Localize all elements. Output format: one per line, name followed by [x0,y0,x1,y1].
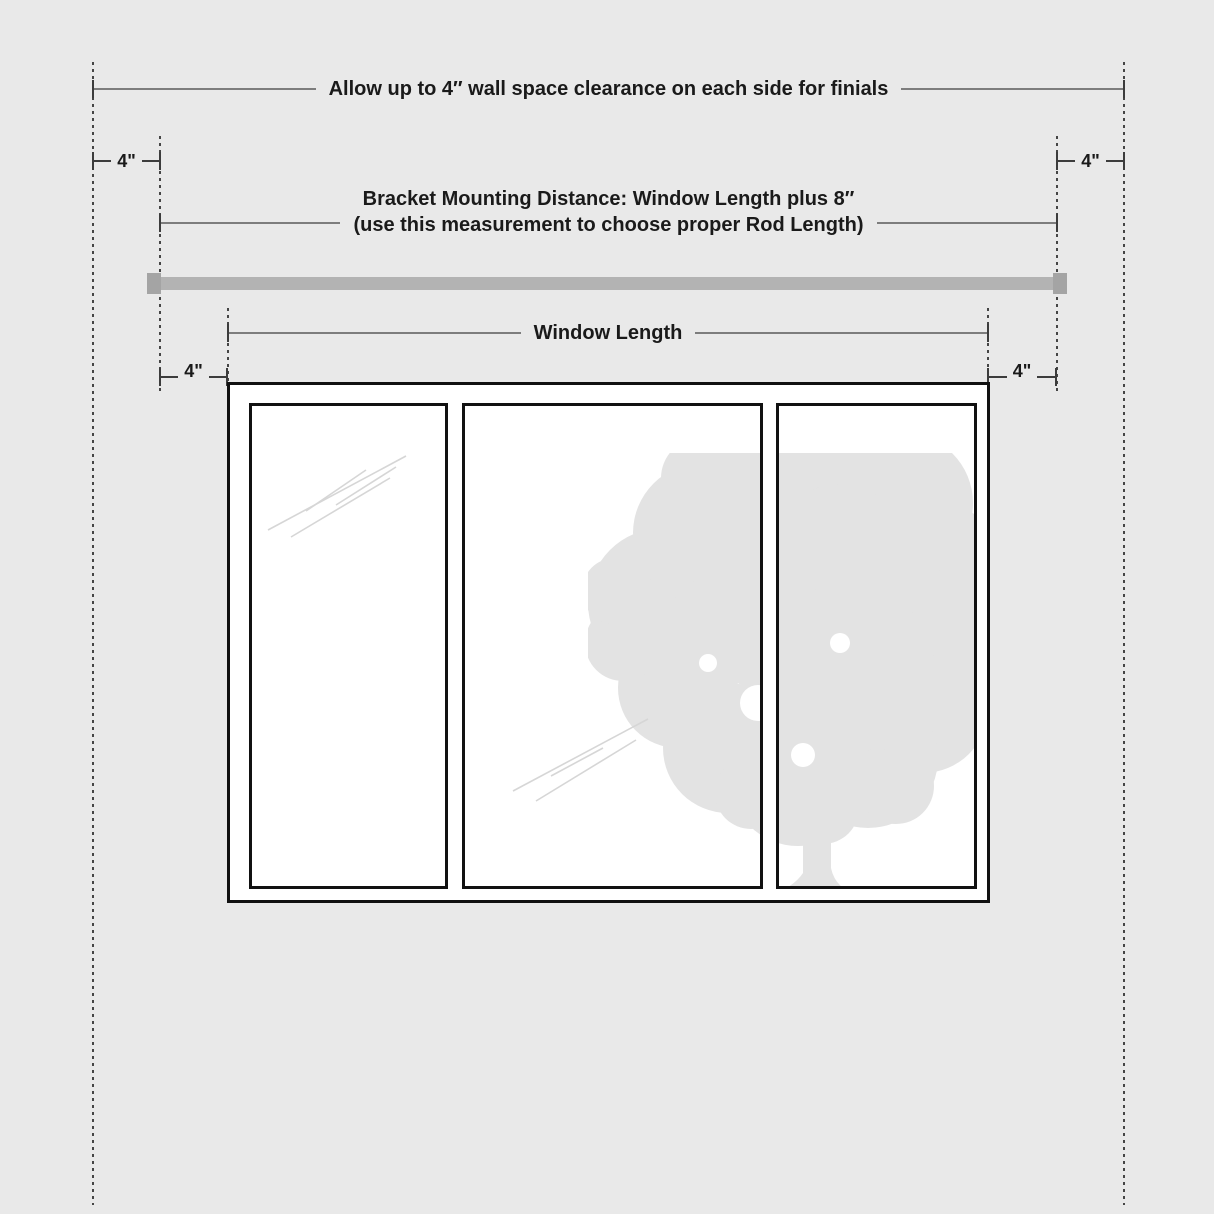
glass-reflection-icon [465,406,760,886]
window-frame [227,382,990,903]
bracket-mounting-label [159,186,1058,238]
rod-bracket-right [1053,273,1067,294]
guide-line-bracket-right [1056,136,1058,395]
curtain-rod [155,277,1060,290]
clearance-right-window-label: 4" [987,361,1057,381]
clearance-left-top-label: 4" [92,151,161,171]
top-clearance-label: Allow up to 4″ wall space clearance on each side for finials [92,78,1125,100]
guide-line-outer-left [92,62,94,1205]
clearance-left-window-label: 4" [159,361,228,381]
bracket-mounting-label-line1: Bracket Mounting Distance: Window Length plus 8″ [362,188,855,210]
window-length-label: Window Length [227,322,989,344]
glass-reflection-icon [252,406,445,886]
rod-bracket-left [147,273,161,294]
guide-line-outer-right [1123,62,1125,1205]
window-pane-right [776,403,977,889]
clearance-right-top-label: 4" [1056,151,1125,171]
tree-silhouette [776,453,977,889]
bracket-mounting-label-line2: (use this measurement to choose proper Rod Length) [159,212,1058,238]
window-pane-left [249,403,448,889]
guide-line-bracket-left [159,136,161,395]
window-pane-center [462,403,763,889]
